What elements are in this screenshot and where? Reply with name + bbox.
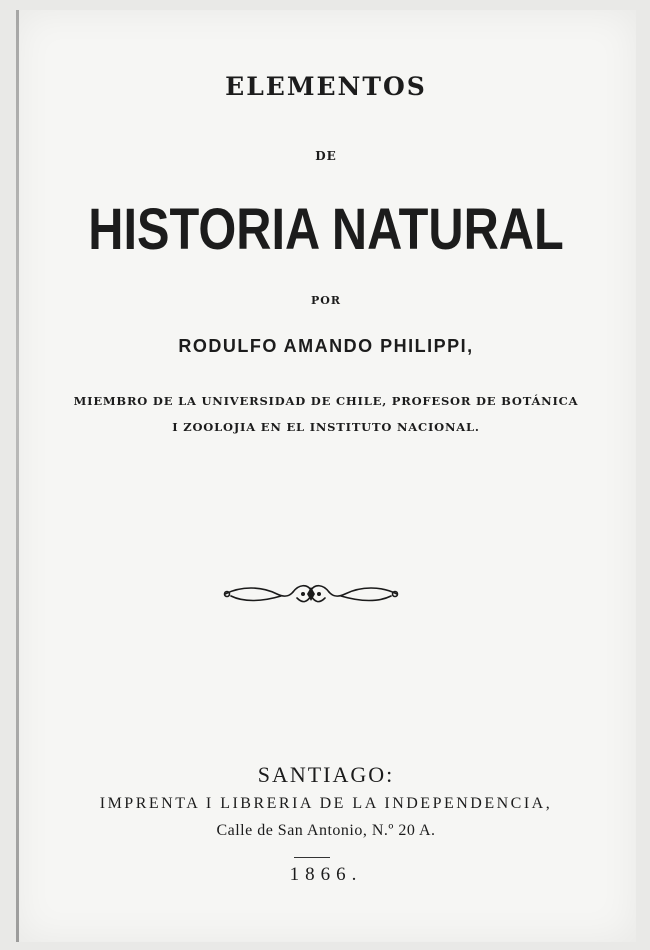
author-credentials-line-1: MIEMBRO DE LA UNIVERSIDAD DE CHILE, PROFESOR DE BOTÁNICA — [73, 394, 579, 408]
imprint-address: Calle de San Antonio, N.º 20 A. — [216, 822, 436, 839]
author-name: RODULFO AMANDO PHILIPPI, — [178, 336, 474, 356]
imprint-printer: IMPRENTA I LIBRERIA DE LA INDEPENDENCIA, — [99, 795, 553, 812]
by-line: POR — [311, 294, 341, 307]
title-line-elementos: ELEMENTOS — [225, 72, 427, 101]
divider-rule — [294, 857, 330, 858]
main-title: HISTORIA NATURAL — [88, 197, 564, 262]
title-page — [16, 10, 636, 942]
publication-year: 1866. — [289, 864, 363, 885]
title-line-de: DE — [315, 149, 337, 163]
author-credentials-line-2: I ZOOLOJIA EN EL INSTITUTO NACIONAL. — [172, 420, 480, 434]
scroll-ornament-icon — [221, 582, 401, 606]
imprint-city: SANTIAGO: — [257, 762, 395, 787]
